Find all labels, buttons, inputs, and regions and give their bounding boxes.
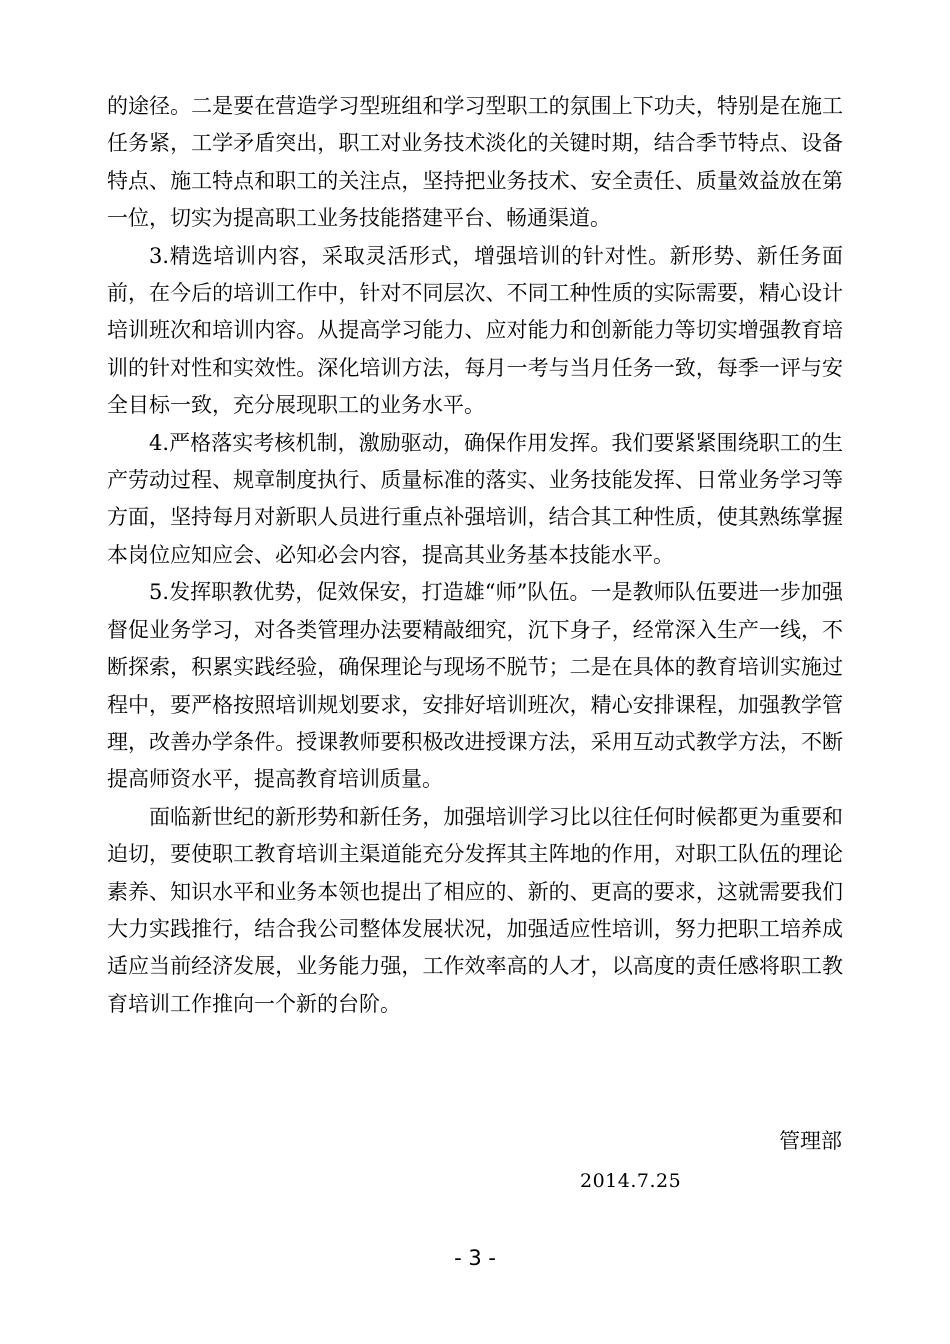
paragraph-item-4: 4.严格落实考核机制，激励驱动，确保作用发挥。我们要紧紧围绕职工的生产劳动过程、规章制度执行、质量标准的落实、业务技能发挥、日常业务学习等方面，坚持每月对新职人员进行重点补强培训，结合其工种性质，使其熟练掌握本岗位应知应会、必知必会内容，提高其业务基本技能水平。: [107, 430, 843, 567]
signature-department: 管理部: [779, 1129, 842, 1153]
paragraph-item-3: 3.精选培训内容，采取灵活形式，增强培训的针对性。新形势、新任务面前，在今后的培训工作中，针对不同层次、不同工种性质的实际需要，精心设计培训班次和培训内容。从提高学习能力、应对能力和创新能力等切实增强教育培训的针对性和实效性。深化培训方法，每月一考与当月任务一致，每季一评与安全目标一致，充分展现职工的业务水平。: [107, 243, 843, 418]
paragraph-continuation: 的途径。二是要在营造学习型班组和学习型职工的氛围上下功夫，特别是在施工任务紧，工学矛盾突出，职工对业务技术淡化的关键时期，结合季节特点、设备特点、施工特点和职工的关注点，坚持把业务技术、安全责任、质量效益放在第一位，切实为提高职工业务技能搭建平台、畅通渠道。: [107, 94, 843, 231]
paragraph-conclusion: 面临新世纪的新形势和新任务，加强培训学习比以往任何时候都更为重要和迫切，要使职工教育培训主渠道能充分发挥其主阵地的作用，对职工队伍的理论素养、知识水平和业务本领也提出了相应的、新的、更高的要求，这就需要我们大力实践推行，结合我公司整体发展状况，加强适应性培训，努力把职工培养成适应当前经济发展，业务能力强，工作效率高的人才，以高度的责任感将职工教育培训工作推向一个新的台阶。: [107, 804, 843, 1016]
signature-date: 2014.7.25: [580, 1170, 682, 1192]
paragraph-item-5: 5.发挥职教优势，促效保安，打造雄“师”队伍。一是教师队伍要进一步加强督促业务学习，对各类管理办法要精敲细究，沉下身子，经常深入生产一线，不断探索，积累实践经验，确保理论与现场不脱节；二是在具体的教育培训实施过程中，要严格按照培训规划要求，安排好培训班次，精心安排课程，加强教学管理，改善办学条件。授课教师要积极改进授课方法，采用互动式教学方法，不断提高师资水平，提高教育培训质量。: [107, 580, 843, 792]
page-number: - 3 -: [454, 1246, 496, 1270]
document-body: [107, 88, 843, 1023]
